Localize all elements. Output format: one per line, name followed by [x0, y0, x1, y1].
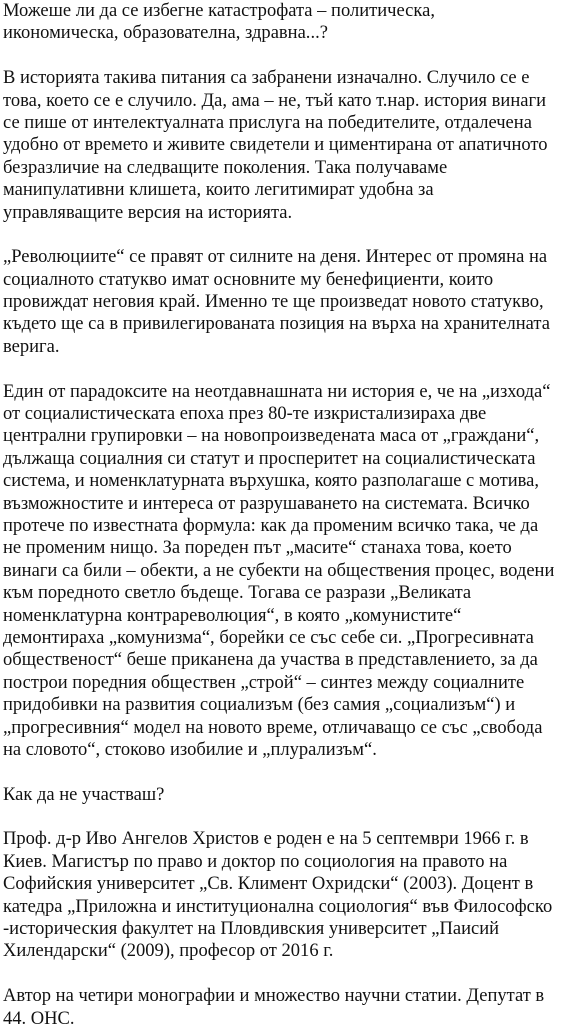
text-line: удобно от времето и живите свидетели и циментирана от апатичното — [3, 134, 548, 156]
text-line: дължаща социалния си статут и просперитет на социалистическата — [3, 447, 536, 469]
paragraph-author-works — [3, 985, 580, 1030]
paragraph-opening-question — [3, 0, 580, 45]
text-line: номенклатурна контрареволюция“, в която „комунистите“ — [3, 604, 462, 626]
text-line: общественост“ беше приканена да участва в представлението, за да — [3, 649, 538, 671]
text-line: „Революциите“ се правят от силните на деня. Интерес от промяна на — [3, 246, 548, 268]
text-line: централни групировки – на новопроизведената маса от „граждани“, — [3, 425, 540, 447]
text-line: където ще са в привилегированата позиция на върха на хранителната — [3, 313, 550, 335]
text-line: на словото“, стоково изобилие и „плурализъм“. — [3, 738, 377, 760]
text-line: построи поредния обществен „строй“ – синтез между социалните — [3, 671, 525, 693]
paragraph-gap — [3, 45, 580, 67]
text-line: от социалистическата епоха през 80-те изкристализираха две — [3, 403, 487, 425]
text-line: Софийския университет „Св. Климент Охридски“ (2003). Доцент в — [3, 873, 534, 895]
text-line: провиждат неговия край. Именно те ще произведат новото статукво, — [3, 291, 544, 313]
paragraph-question — [3, 784, 580, 806]
text-line: -историческия факултет на Пловдивския университет „Паисий — [3, 918, 500, 940]
text-line: Киев. Магистър по право и доктор по социология на правото на — [3, 850, 508, 872]
paragraph-paradoxes — [3, 381, 580, 762]
text-line: манипулативни клишета, които легитимират удобна за — [3, 179, 434, 201]
text-line: Един от парадоксите на неотдавнашната ни история е, че на „изхода“ — [3, 380, 551, 402]
text-line: Проф. д-р Иво Ангелов Христов е роден е на 5 септември 1966 г. в — [3, 828, 529, 850]
text-line: социалното статукво имат основните му бенефициенти, които — [3, 268, 494, 290]
text-line: Хилендарски“ (2009), професор от 2016 г. — [3, 940, 334, 962]
text-line: система, и номенклатурната върхушка, която разполагаше с мотива, — [3, 470, 540, 492]
paragraph-gap — [3, 963, 580, 985]
text-line: верига. — [3, 335, 60, 357]
paragraph-revolutions — [3, 246, 580, 358]
paragraph-gap — [3, 806, 580, 828]
text-line: демонтираха „комунизма“, борейки се със себе си. „Прогресивната — [3, 626, 534, 648]
text-line: се пише от интелектуалната прислуга на победителите, отдалечена — [3, 111, 532, 133]
text-line: Автор на четири монографии и множество научни статии. Депутат в — [3, 985, 545, 1007]
text-line: възможностите и интереса от разрушаването на системата. Всичко — [3, 492, 530, 514]
paragraph-gap — [3, 761, 580, 783]
text-line: катедра „Приложна и институционална социология“ във Философско — [3, 895, 553, 917]
text-line: В историята такива питания са забранени изначално. Случило се е — [3, 67, 530, 89]
text-line: не променим нищо. За пореден път „масите“ станаха това, което — [3, 537, 512, 559]
text-line: икономическа, образователна, здравна...? — [3, 22, 328, 44]
paragraph-gap — [3, 358, 580, 380]
paragraph-author-bio — [3, 828, 580, 962]
text-line: 44. ОНС. — [3, 1007, 75, 1029]
text-line: протече по известната формула: как да променим всичко така, че да — [3, 514, 539, 536]
text-line: Как да не участваш? — [3, 783, 165, 805]
text-line: винаги са били – обекти, а не субекти на обществения процес, водени — [3, 559, 555, 581]
text-line: управляващите версия на историята. — [3, 201, 293, 223]
text-line: „прогресивния“ модел на новото време, отличаващо се със „свобода — [3, 716, 543, 738]
paragraph-gap — [3, 224, 580, 246]
text-line: това, което се е случило. Да, ама – не, тъй като т.нар. история винаги — [3, 89, 547, 111]
text-line: към поредното светло бъдеще. Тогава се разрази „Великата — [3, 582, 472, 604]
text-line: безразличие на следващите поколения. Така получаваме — [3, 156, 448, 178]
text-line: придобивки на развития социализъм (без самия „социализъм“) и — [3, 694, 516, 716]
paragraph-history — [3, 67, 580, 224]
text-line: Можеше ли да се избегне катастрофата – политическа, — [3, 0, 435, 21]
